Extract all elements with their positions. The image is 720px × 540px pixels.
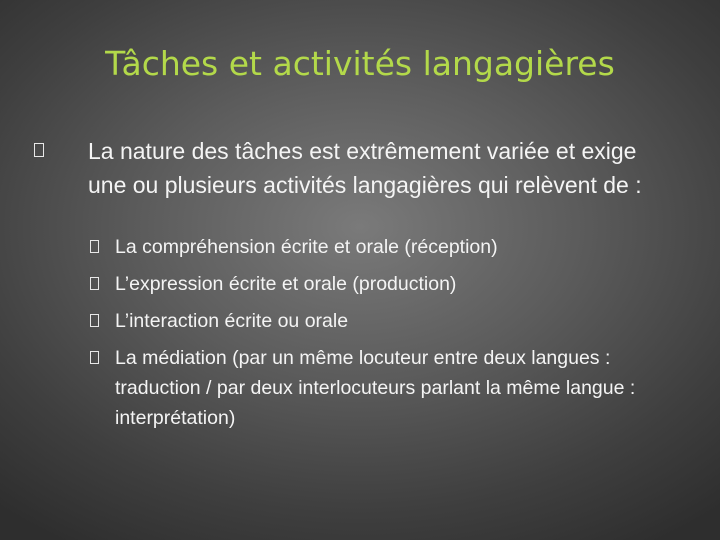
slide-title: Tâches et activités langagières [105,44,615,83]
sub-bullet-text: L’expression écrite et orale (production) [115,273,457,295]
missing-glyph-box-icon [90,240,99,253]
sub-bullet-item [90,343,690,433]
main-bullet-text: La nature des tâches est extrêmement variée et exige une ou plusieurs activités langagières qui relèvent de : [88,138,642,198]
sub-bullet-text: La médiation (par un même locuteur entre deux langues : traduction / par deux interlocuteurs parlant la même langue : interprétation) [115,347,636,429]
sub-bullet-text: La compréhension écrite et orale (réception) [115,236,498,258]
sub-bullet-list [90,232,690,440]
sub-bullet-item [90,269,690,299]
missing-glyph-box-icon [90,351,99,364]
missing-glyph-box-icon [34,143,44,157]
missing-glyph-box-icon [90,277,99,290]
sub-bullet-text: L’interaction écrite ou orale [115,310,349,332]
sub-bullet-item [90,306,690,336]
sub-bullet-item [90,232,690,262]
missing-glyph-box-icon [90,314,99,327]
